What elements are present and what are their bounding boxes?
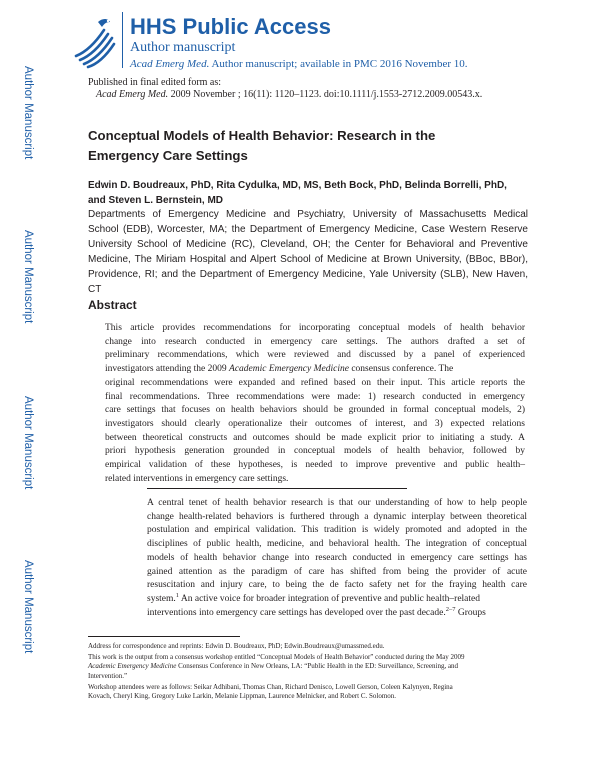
footnote-attendees-line-2: Kovach, Cheryl King, Gregory Luke Larkin, Melanie Lippman, Laurence Melnicker, and Robert C. Solomon.: [88, 692, 397, 701]
affiliation-line: CT: [88, 284, 102, 295]
body-line: resuscitation and injury care, to being the de facto safety net for the fraying health care: [147, 580, 527, 591]
footnote-workshop-line-1: This work is the output from a consensus workshop entitled “Conceptual Models of Health Behavior” conducted during the May 2009: [88, 653, 465, 661]
body-line: gained attention as the paradigm of care has shifted from being the provider of acute: [147, 566, 527, 577]
article-title-line: Conceptual Models of Health Behavior: Research in the: [88, 128, 436, 143]
body-line: disciplines of public health, medicine, and behavioral health. The integration of conceptual: [147, 539, 527, 550]
hhs-public-access-title: HHS Public Access: [130, 14, 331, 39]
body-line: [147, 593, 527, 607]
header-divider: [122, 12, 123, 68]
reference-2-7[interactable]: 2–7: [445, 605, 456, 613]
side-label-author-manuscript: Author Manuscript: [22, 66, 34, 160]
footnotes: [88, 642, 528, 703]
affiliation-line: Medicine, The Miriam Hospital and Alpert School of Medicine at Brown University, (BBoc, BBor),: [88, 254, 528, 265]
footnote-workshop: [88, 653, 528, 681]
abstract-line: care settings that focuses on health behaviors should be grounded in formal conceptual models, 2): [105, 405, 525, 416]
section-divider: [147, 488, 407, 489]
abstract-line: change into research conducted in emergency care settings. The authors drafted a set of: [105, 336, 525, 347]
abstract-line: [105, 363, 525, 377]
abstract-line: preliminary recommendations, which were reviewed and discussed by a panel of experienced: [105, 350, 525, 361]
affiliation-line: Departments of Emergency Medicine and Psychiatry, University of Massachusetts Medical: [88, 209, 528, 220]
author-line: Edwin D. Boudreaux, PhD, Rita Cydulka, MD, MS, Beth Bock, PhD, Belinda Borrelli, PhD,: [88, 180, 507, 191]
abstract-line: empirical validation of these hypotheses, is needed to improve preventive and public health–: [105, 460, 525, 471]
footnote-workshop-line-3: Intervention.”: [88, 671, 128, 680]
abstract-line: investigators should clearly operationalize their outcomes of interest, and 3) expected relations: [105, 418, 525, 429]
body-line: postulation and empirical validation. This tradition is widely promoted and adopted in the: [147, 525, 527, 536]
side-label-author-manuscript: Author Manuscript: [22, 560, 34, 654]
footnote-workshop-line-2-text: Consensus Conference in New Orleans, LA: “Public Health in the ED: Surveillance, Screening, and: [176, 662, 459, 671]
citation-text: 2009 November ; 16(11): 1120–1123. doi:10.1111/j.1553-2712.2009.00543.x.: [170, 89, 483, 100]
body-line: change health-related behaviors is furthered through a dynamic interplay between theoretical: [147, 511, 527, 522]
body-line: models of health behavior change into research conducted in emergency care settings has: [147, 552, 527, 563]
citation-journal: Acad Emerg Med.: [96, 89, 169, 100]
journal-abbrev: Acad Emerg Med.: [130, 58, 210, 70]
footnote-attendees-line-1: Workshop attendees were as follows: Seikar Adhibani, Thomas Chan, Richard Denisco, Lowell Gerson, Coleen Kalynyen, Regina: [88, 682, 453, 691]
abstract-line: original recommendations were expanded and refined based on their input. This article reports the: [105, 377, 525, 388]
author-list: [88, 178, 528, 208]
side-label-author-manuscript: Author Manuscript: [22, 230, 34, 324]
affiliation-line: Providence, RI; and the Department of Emergency Medicine, Yale University (SLB), New Haven,: [88, 269, 528, 280]
footnote-workshop-line-2: [88, 662, 528, 671]
body-line-9-post: Groups: [455, 607, 486, 618]
affiliations: [88, 207, 528, 297]
body-paragraph: [147, 497, 527, 620]
abstract-line-4-pre: investigators attending the 2009: [105, 364, 230, 375]
body-line-8-pre: system.: [147, 593, 176, 604]
article-title-line: Emergency Care Settings: [88, 148, 248, 163]
published-info: [88, 77, 482, 101]
body-line: A central tenet of health behavior research is that our understanding of how to help people: [147, 498, 527, 508]
affiliation-line: School (EDB), Worcester, MA; the Department of Emergency Medicine, Case Western Reserve: [88, 224, 528, 235]
body-line-9-pre: interventions into emergency care settings has developed over the past decade.: [147, 607, 446, 618]
hhs-eagle-logo-icon: [68, 12, 120, 70]
body-line: [147, 607, 527, 621]
body-line-8-post: An active voice for broader integration of preventive and public health–related: [179, 593, 480, 604]
article-title: [88, 126, 528, 166]
availability-line: [130, 58, 468, 71]
abstract-line: final recommendations. Three recommendations were made: 1) research conducted in emergency: [105, 391, 525, 402]
abstract-text: [105, 322, 525, 486]
abstract-line: This article provides recommendations for incorporating conceptual models of health behavior: [105, 323, 525, 333]
footnote-divider: [88, 636, 240, 637]
reference-1[interactable]: 1: [175, 591, 180, 599]
published-label: Published in final edited form as:: [88, 77, 222, 88]
abstract-heading: Abstract: [88, 298, 137, 312]
availability-text: Author manuscript; available in PMC 2016 November 10.: [211, 58, 468, 70]
abstract-journal-name: Academic Emergency Medicine: [229, 364, 349, 375]
footnote-attendees: [88, 683, 528, 702]
affiliation-line: University School of Medicine (RC), Cleveland, OH; the Center for Behavioral and Preventive: [88, 239, 528, 250]
side-label-author-manuscript: Author Manuscript: [22, 396, 34, 490]
abstract-line: related interventions in emergency care settings.: [105, 473, 289, 484]
citation: [88, 89, 482, 101]
author-manuscript-label: Author manuscript: [130, 40, 236, 55]
abstract-line: between theoretical constructs and outcomes should be made explicit prior to initiating a study. A: [105, 432, 525, 443]
abstract-line-4-post: consensus conference. The: [348, 364, 454, 375]
footnote-correspondence: Address for correspondence and reprints: Edwin D. Boudreaux, PhD; Edwin.Boudreaux@umassmed.edu.: [88, 642, 385, 650]
author-line: and Steven L. Bernstein, MD: [88, 195, 224, 206]
footnote-journal-name: Academic Emergency Medicine: [88, 662, 177, 671]
abstract-line: priori hypothesis generation grounded in conceptual models of health behavior, followed by: [105, 446, 525, 457]
